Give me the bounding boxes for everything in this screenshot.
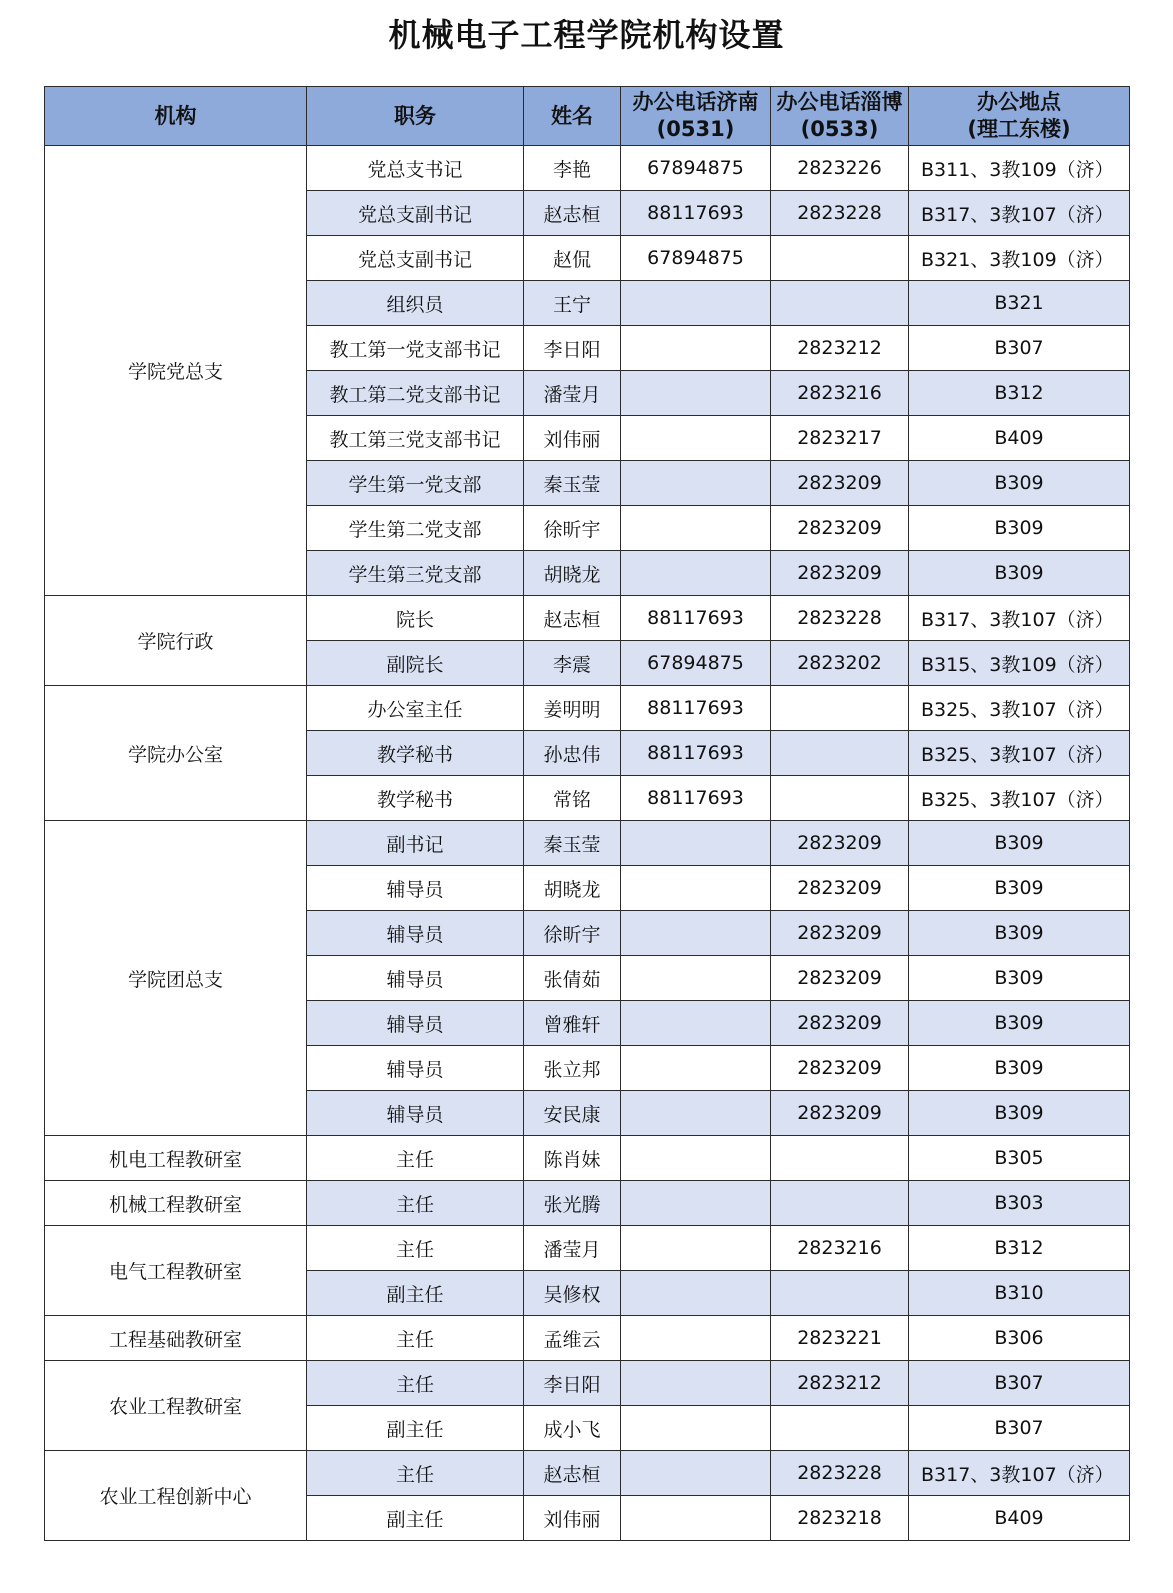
- name-cell: 胡晓龙: [524, 551, 621, 596]
- page-title: 机械电子工程学院机构设置: [388, 16, 785, 54]
- phone-zibo-cell: [771, 1136, 909, 1181]
- phone-zibo-cell: 2823228: [771, 1451, 909, 1496]
- position-cell: 副主任: [307, 1271, 524, 1316]
- position-cell: 教学秘书: [307, 731, 524, 776]
- name-cell: 常铭: [524, 776, 621, 821]
- name-cell: 陈肖妹: [524, 1136, 621, 1181]
- phone-zibo-cell: [771, 236, 909, 281]
- position-cell: 副书记: [307, 821, 524, 866]
- name-cell: 赵志桓: [524, 1451, 621, 1496]
- table-row: [45, 1181, 1130, 1226]
- position-cell: 教学秘书: [307, 776, 524, 821]
- position-cell: 党总支书记: [307, 146, 524, 191]
- table-row: [45, 1226, 1130, 1271]
- name-cell: 安民康: [524, 1091, 621, 1136]
- name-cell: 赵志桓: [524, 191, 621, 236]
- org-cell: 学院团总支: [45, 821, 307, 1136]
- position-cell: 主任: [307, 1316, 524, 1361]
- phone-zibo-cell: 2823216: [771, 371, 909, 416]
- name-cell: 王宁: [524, 281, 621, 326]
- location-cell: B321、3教109（济）: [909, 236, 1130, 281]
- name-cell: 吴修权: [524, 1271, 621, 1316]
- phone-jinan-cell: [621, 1451, 771, 1496]
- location-cell: B309: [909, 821, 1130, 866]
- org-cell: 电气工程教研室: [45, 1226, 307, 1316]
- location-cell: B409: [909, 1496, 1130, 1541]
- org-cell: 学院办公室: [45, 686, 307, 821]
- name-cell: 曾雅轩: [524, 1001, 621, 1046]
- table-row: [45, 1451, 1130, 1496]
- location-cell: B317、3教107（济）: [909, 1451, 1130, 1496]
- location-cell: B310: [909, 1271, 1130, 1316]
- position-cell: 辅导员: [307, 956, 524, 1001]
- name-cell: 成小飞: [524, 1406, 621, 1451]
- header-location: 办公地点 (理工东楼): [909, 87, 1130, 146]
- phone-zibo-cell: 2823209: [771, 1091, 909, 1136]
- phone-zibo-cell: 2823218: [771, 1496, 909, 1541]
- phone-jinan-cell: [621, 371, 771, 416]
- phone-zibo-cell: 2823228: [771, 596, 909, 641]
- phone-jinan-cell: 88117693: [621, 191, 771, 236]
- location-cell: B307: [909, 1406, 1130, 1451]
- position-cell: 学生第一党支部: [307, 461, 524, 506]
- name-cell: 秦玉莹: [524, 821, 621, 866]
- phone-jinan-cell: [621, 911, 771, 956]
- phone-zibo-cell: 2823212: [771, 326, 909, 371]
- phone-zibo-cell: 2823216: [771, 1226, 909, 1271]
- org-cell: 学院党总支: [45, 146, 307, 596]
- org-table: [44, 86, 1130, 1541]
- phone-zibo-cell: [771, 1271, 909, 1316]
- location-cell: B307: [909, 326, 1130, 371]
- name-cell: 孙忠伟: [524, 731, 621, 776]
- name-cell: 张光腾: [524, 1181, 621, 1226]
- name-cell: 潘莹月: [524, 1226, 621, 1271]
- phone-zibo-cell: 2823202: [771, 641, 909, 686]
- location-cell: B325、3教107（济）: [909, 776, 1130, 821]
- table-body: [45, 146, 1130, 1541]
- phone-jinan-cell: [621, 1046, 771, 1091]
- location-cell: B409: [909, 416, 1130, 461]
- position-cell: 副主任: [307, 1496, 524, 1541]
- position-cell: 副主任: [307, 1406, 524, 1451]
- location-cell: B309: [909, 461, 1130, 506]
- phone-jinan-cell: 88117693: [621, 686, 771, 731]
- location-cell: B325、3教107（济）: [909, 731, 1130, 776]
- phone-jinan-cell: 88117693: [621, 596, 771, 641]
- name-cell: 李日阳: [524, 326, 621, 371]
- location-cell: B311、3教109（济）: [909, 146, 1130, 191]
- phone-jinan-cell: [621, 1361, 771, 1406]
- phone-jinan-cell: [621, 1271, 771, 1316]
- location-cell: B325、3教107（济）: [909, 686, 1130, 731]
- org-cell: 农业工程创新中心: [45, 1451, 307, 1541]
- phone-jinan-cell: [621, 956, 771, 1001]
- phone-jinan-cell: [621, 1406, 771, 1451]
- header-phone-zibo: 办公电话淄博 (0533): [771, 87, 909, 146]
- header-position: 职务: [307, 87, 524, 146]
- location-cell: B309: [909, 866, 1130, 911]
- location-cell: B303: [909, 1181, 1130, 1226]
- location-cell: B317、3教107（济）: [909, 596, 1130, 641]
- position-cell: 教工第一党支部书记: [307, 326, 524, 371]
- location-cell: B321: [909, 281, 1130, 326]
- phone-jinan-cell: [621, 1316, 771, 1361]
- phone-zibo-cell: 2823226: [771, 146, 909, 191]
- name-cell: 张倩茹: [524, 956, 621, 1001]
- table-row: [45, 1361, 1130, 1406]
- table-row: [45, 146, 1130, 191]
- org-cell: 农业工程教研室: [45, 1361, 307, 1451]
- position-cell: 辅导员: [307, 1001, 524, 1046]
- position-cell: 院长: [307, 596, 524, 641]
- position-cell: 主任: [307, 1451, 524, 1496]
- name-cell: 李日阳: [524, 1361, 621, 1406]
- header-row: [45, 87, 1130, 146]
- phone-jinan-cell: [621, 1091, 771, 1136]
- phone-zibo-cell: [771, 731, 909, 776]
- location-cell: B309: [909, 1001, 1130, 1046]
- table-row: [45, 1136, 1130, 1181]
- position-cell: 教工第二党支部书记: [307, 371, 524, 416]
- position-cell: 副院长: [307, 641, 524, 686]
- location-cell: B315、3教109（济）: [909, 641, 1130, 686]
- name-cell: 徐昕宇: [524, 506, 621, 551]
- header-phone-jinan: 办公电话济南 (0531): [621, 87, 771, 146]
- name-cell: 潘莹月: [524, 371, 621, 416]
- position-cell: 党总支副书记: [307, 191, 524, 236]
- position-cell: 主任: [307, 1226, 524, 1271]
- phone-zibo-cell: [771, 776, 909, 821]
- name-cell: 孟维云: [524, 1316, 621, 1361]
- name-cell: 赵志桓: [524, 596, 621, 641]
- phone-zibo-cell: 2823209: [771, 1046, 909, 1091]
- header-name: 姓名: [524, 87, 621, 146]
- phone-zibo-cell: 2823221: [771, 1316, 909, 1361]
- position-cell: 学生第二党支部: [307, 506, 524, 551]
- phone-zibo-cell: [771, 686, 909, 731]
- location-cell: B309: [909, 551, 1130, 596]
- position-cell: 辅导员: [307, 911, 524, 956]
- phone-jinan-cell: [621, 866, 771, 911]
- phone-zibo-cell: [771, 281, 909, 326]
- phone-zibo-cell: 2823209: [771, 1001, 909, 1046]
- location-cell: B312: [909, 371, 1130, 416]
- position-cell: 主任: [307, 1181, 524, 1226]
- name-cell: 姜明明: [524, 686, 621, 731]
- table-row: [45, 1316, 1130, 1361]
- phone-zibo-cell: 2823209: [771, 911, 909, 956]
- name-cell: 胡晓龙: [524, 866, 621, 911]
- name-cell: 赵侃: [524, 236, 621, 281]
- name-cell: 李艳: [524, 146, 621, 191]
- phone-jinan-cell: [621, 1226, 771, 1271]
- phone-zibo-cell: 2823209: [771, 551, 909, 596]
- org-cell: 机械工程教研室: [45, 1181, 307, 1226]
- position-cell: 组织员: [307, 281, 524, 326]
- phone-zibo-cell: 2823209: [771, 956, 909, 1001]
- position-cell: 主任: [307, 1361, 524, 1406]
- phone-jinan-cell: [621, 416, 771, 461]
- location-cell: B309: [909, 506, 1130, 551]
- location-cell: B307: [909, 1361, 1130, 1406]
- phone-zibo-cell: [771, 1406, 909, 1451]
- phone-jinan-cell: [621, 326, 771, 371]
- location-cell: B309: [909, 1091, 1130, 1136]
- phone-zibo-cell: 2823209: [771, 461, 909, 506]
- name-cell: 李震: [524, 641, 621, 686]
- phone-jinan-cell: [621, 461, 771, 506]
- location-cell: B312: [909, 1226, 1130, 1271]
- phone-jinan-cell: [621, 1136, 771, 1181]
- location-cell: B309: [909, 956, 1130, 1001]
- name-cell: 刘伟丽: [524, 1496, 621, 1541]
- phone-zibo-cell: 2823217: [771, 416, 909, 461]
- position-cell: 主任: [307, 1136, 524, 1181]
- location-cell: B306: [909, 1316, 1130, 1361]
- phone-jinan-cell: 67894875: [621, 641, 771, 686]
- location-cell: B309: [909, 1046, 1130, 1091]
- table-row: [45, 596, 1130, 641]
- org-cell: 学院行政: [45, 596, 307, 686]
- table-row: [45, 686, 1130, 731]
- position-cell: 辅导员: [307, 1046, 524, 1091]
- position-cell: 办公室主任: [307, 686, 524, 731]
- phone-jinan-cell: [621, 1181, 771, 1226]
- position-cell: 辅导员: [307, 1091, 524, 1136]
- name-cell: 张立邦: [524, 1046, 621, 1091]
- location-cell: B309: [909, 911, 1130, 956]
- phone-zibo-cell: 2823212: [771, 1361, 909, 1406]
- phone-jinan-cell: [621, 1001, 771, 1046]
- name-cell: 徐昕宇: [524, 911, 621, 956]
- table-row: [45, 821, 1130, 866]
- position-cell: 学生第三党支部: [307, 551, 524, 596]
- phone-jinan-cell: [621, 1496, 771, 1541]
- phone-jinan-cell: 88117693: [621, 776, 771, 821]
- phone-jinan-cell: 88117693: [621, 731, 771, 776]
- position-cell: 教工第三党支部书记: [307, 416, 524, 461]
- phone-jinan-cell: [621, 551, 771, 596]
- org-cell: 机电工程教研室: [45, 1136, 307, 1181]
- name-cell: 刘伟丽: [524, 416, 621, 461]
- phone-zibo-cell: 2823209: [771, 506, 909, 551]
- phone-zibo-cell: [771, 1181, 909, 1226]
- phone-zibo-cell: 2823209: [771, 866, 909, 911]
- phone-jinan-cell: [621, 281, 771, 326]
- name-cell: 秦玉莹: [524, 461, 621, 506]
- phone-jinan-cell: [621, 506, 771, 551]
- phone-jinan-cell: [621, 821, 771, 866]
- org-cell: 工程基础教研室: [45, 1316, 307, 1361]
- location-cell: B305: [909, 1136, 1130, 1181]
- phone-jinan-cell: 67894875: [621, 146, 771, 191]
- location-cell: B317、3教107（济）: [909, 191, 1130, 236]
- header-org: 机构: [45, 87, 307, 146]
- position-cell: 辅导员: [307, 866, 524, 911]
- phone-jinan-cell: 67894875: [621, 236, 771, 281]
- position-cell: 党总支副书记: [307, 236, 524, 281]
- phone-zibo-cell: 2823209: [771, 821, 909, 866]
- phone-zibo-cell: 2823228: [771, 191, 909, 236]
